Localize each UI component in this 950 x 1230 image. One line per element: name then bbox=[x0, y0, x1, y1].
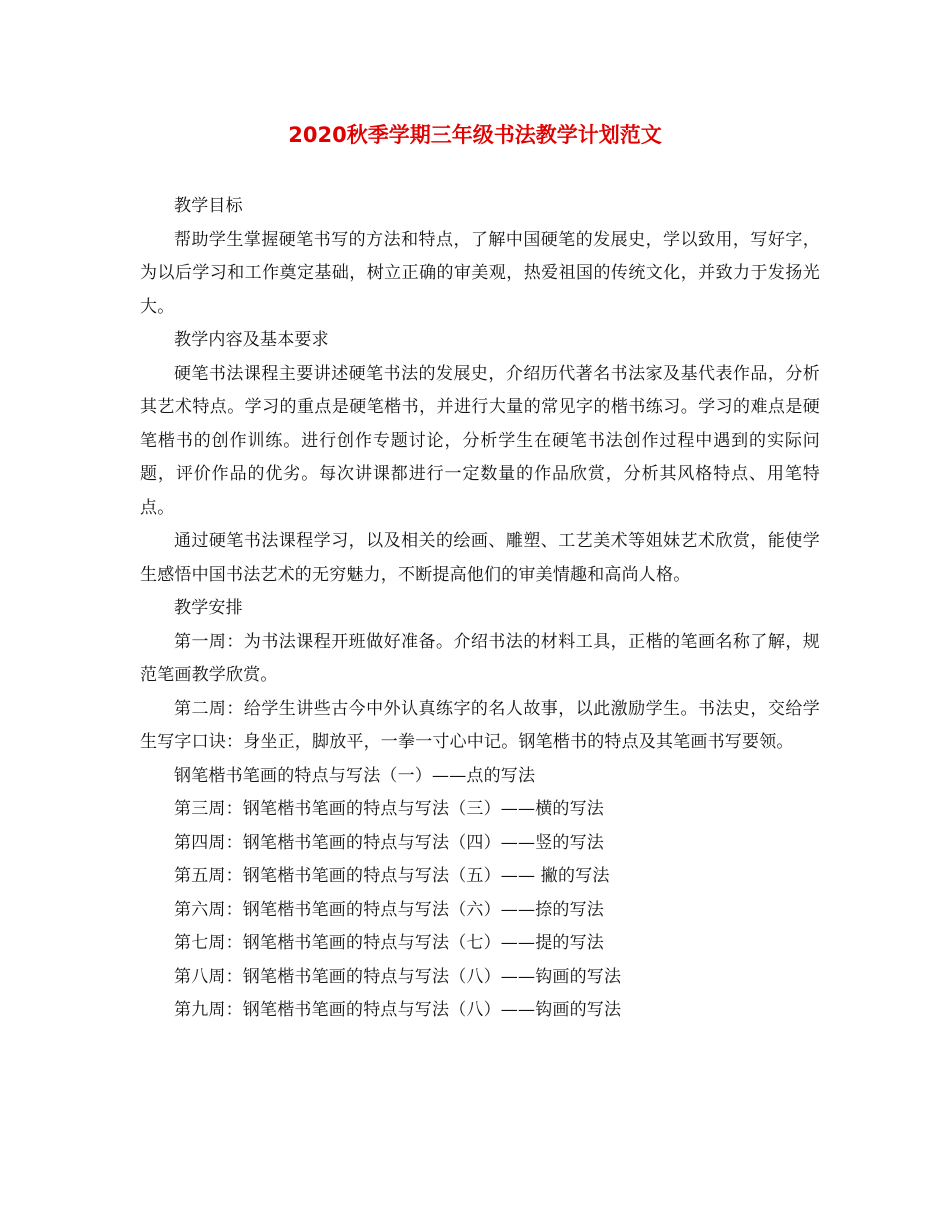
paragraph: 第六周：钢笔楷书笔画的特点与写法（六）——捺的写法 bbox=[174, 899, 604, 920]
paragraph: 第八周：钢笔楷书笔画的特点与写法（八）——钩画的写法 bbox=[174, 966, 622, 987]
paragraph: 第三周：钢笔楷书笔画的特点与写法（三）——横的写法 bbox=[174, 799, 604, 819]
paragraph: 教学目标 bbox=[174, 196, 243, 216]
paragraph: 第四周：钢笔楷书笔画的特点与写法（四）——竖的写法 bbox=[174, 832, 604, 853]
paragraph: 硬笔书法课程主要讲述硬笔书法的发展史，介绍历代著名书法家及基代表作品，分析其艺术特点。学习的重点是硬笔楷书，并进行大量的常见字的楷书练习。学习的难点是硬笔楷书的创作训练。进行创作专题讨论，分析学生在硬笔书法创作过程中遇到的实际问题，评价作品的优劣。每次讲课都进行一定数量的作品欣赏，分析其风格特点、用笔特点。 bbox=[140, 363, 820, 518]
paragraph: 通过硬笔书法课程学习，以及相关的绘画、雕塑、工艺美术等姐妹艺术欣赏，能使学生感悟中国书法艺术的无穷魅力，不断提高他们的审美情趣和高尚人格。 bbox=[140, 531, 820, 585]
paragraph: 教学安排 bbox=[174, 598, 243, 618]
paragraph: 帮助学生掌握硬笔书写的方法和特点，了解中国硬笔的发展史，学以致用，写好字，为以后学习和工作奠定基础，树立正确的审美观，热爱祖国的传统文化，并致力于发扬光大。 bbox=[140, 229, 820, 317]
document-body bbox=[140, 190, 820, 1028]
paragraph: 第九周：钢笔楷书笔画的特点与写法（八）——钩画的写法 bbox=[174, 1000, 622, 1020]
paragraph: 第二周：给学生讲些古今中外认真练字的名人故事，以此激励学生。书法史，交给学生写字口诀：身坐正，脚放平，一拳一寸心中记。钢笔楷书的特点及其笔画书写要领。 bbox=[140, 698, 820, 752]
paragraph: 钢笔楷书笔画的特点与写法（一）——点的写法 bbox=[174, 765, 536, 786]
paragraph: 第一周：为书法课程开班做好准备。介绍书法的材料工具，正楷的笔画名称了解，规范笔画教学欣赏。 bbox=[140, 631, 820, 685]
paragraph: 第七周：钢笔楷书笔画的特点与写法（七）——提的写法 bbox=[174, 933, 604, 953]
document-title: 2020秋季学期三年级书法教学计划范文 bbox=[288, 123, 662, 147]
paragraph: 第五周：钢笔楷书笔画的特点与写法（五）—— 撇的写法 bbox=[174, 866, 610, 886]
paragraph: 教学内容及基本要求 bbox=[174, 330, 329, 350]
